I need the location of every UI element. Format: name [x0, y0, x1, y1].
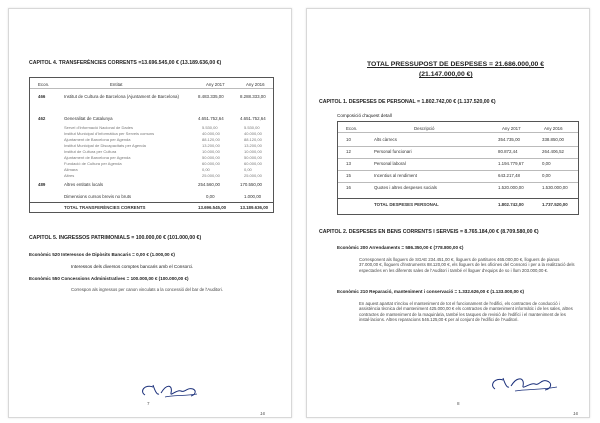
- table-row-y2017: 354.735,00: [498, 137, 520, 142]
- table-row-2017: 4.651.752,64: [198, 116, 224, 121]
- row-divider: [338, 170, 578, 171]
- sub-item-y2017: 40.000,00: [202, 131, 220, 136]
- sub-item-label: Ajuntament de Barcelona per Agenda: [64, 155, 131, 160]
- table-row-entitat: Generalitat de Catalunya: [64, 116, 113, 121]
- sub-item-label: Fundació de Cultura per Agenda: [64, 161, 122, 166]
- signature-image: [487, 371, 567, 395]
- table-row-econ: 466: [38, 94, 46, 99]
- table-row-desc: Personal laboral: [374, 161, 406, 166]
- page-number: 7: [147, 401, 150, 406]
- budget-title-prev: (21.147.000,00 €): [419, 71, 473, 78]
- table-row-desc: Alts càrrecs: [374, 137, 397, 142]
- sub-item-y2017: 13.200,00: [202, 143, 220, 148]
- econ550-heading: Econòmic 550 Concessions Administratives = 100.000,00 € (100.000,00 €): [29, 276, 189, 281]
- table-row-entitat: Institut de Cultura de Barcelona (Ajuntament de Barcelona): [64, 94, 179, 99]
- table-row-y2016: 0,00: [542, 161, 551, 166]
- corner-number: 16: [260, 411, 266, 416]
- chapter1-heading: CAPITOL 1. DESPESES DE PERSONAL = 1.802.742,00 € (1.137.520,00 €): [319, 99, 496, 105]
- transfers-table: [29, 77, 274, 213]
- row-divider: [338, 158, 578, 159]
- table-row-econ: 13: [346, 161, 351, 166]
- sub-item-y2017: 88.120,00: [202, 137, 220, 142]
- col-header-descripcio: Descripció: [414, 126, 435, 131]
- sub-item-y2016: 0,00: [244, 167, 252, 172]
- table-row-2017: 0,00: [206, 194, 215, 199]
- chapter2-heading: CAPITOL 2. DESPESES EN BENS CORRENTS I SERVEIS = 8.765.184,00 € (8.709.580,00 €): [319, 229, 539, 235]
- col-header-2016: Any 2016: [246, 82, 265, 87]
- corner-number: 16: [573, 411, 579, 416]
- budget-title: TOTAL PRESSUPOST DE DESPESES = 21.686.000,00 €: [367, 61, 544, 68]
- table-row-entitat: Dimensions cursos brevis no bruts: [64, 194, 132, 199]
- sub-item-y2016: 10.000,00: [244, 149, 262, 154]
- sub-item-y2017: 0,00: [202, 167, 210, 172]
- row-divider: [338, 182, 578, 183]
- col-header-econ: Econ.: [346, 126, 358, 131]
- total-2017: 13.696.545,00: [198, 205, 227, 210]
- econ520-note: Interessos dels diversos comptes bancaris amb el Consorci.: [71, 264, 194, 269]
- table-row-2016: 8.288.333,00: [240, 94, 266, 99]
- row-divider: [338, 146, 578, 147]
- sub-item-y2016: 40.000,00: [244, 131, 262, 136]
- table-row-entitat: Altres entitats locals: [64, 182, 104, 187]
- col-header-2016: Any 2016: [544, 126, 563, 131]
- personnel-table: [337, 121, 579, 215]
- sub-item-y2017: 5.530,00: [202, 125, 218, 130]
- table-row-y2016: 264.406,52: [542, 149, 564, 154]
- econ200-heading: Econòmic 200 Arrendaments = 586.350,00 € (778.800,00 €): [337, 245, 464, 250]
- sub-item-y2016: 60.000,00: [244, 161, 262, 166]
- table-row-econ: 15: [346, 173, 351, 178]
- table-row-econ: 16: [346, 185, 351, 190]
- total-2016: 1.737.520,00: [542, 202, 568, 207]
- table-row-y2016: 338.850,00: [542, 137, 564, 142]
- table-row-2016: 170.550,00: [240, 182, 262, 187]
- sub-item-label: Institut de Cultura per Cultura: [64, 149, 117, 154]
- sub-item-y2017: 10.000,00: [202, 149, 220, 154]
- sub-item-y2016: 50.000,00: [244, 155, 262, 160]
- table-row-econ: 10: [346, 137, 351, 142]
- econ210-text: En aquest apartat s'inclou el manteniment de tot el funcionament de l'edifici, els contractes de conducció i assistència tècnica del manteniment 425.000,00 € els contractes de manteniment informàtic i de les sales, altres contractes de manteniment de la maquinària, també les tasques de revisió de l'edifici i el manteniment de les instal·lacions. Altres reparacions 546.125,00 € per al conjunt de l'edifici de l'Auditori.: [359, 301, 573, 323]
- table-row-2016: 4.651.752,64: [240, 116, 266, 121]
- sub-item-label: Altres: [64, 173, 75, 178]
- table-row-y2017: 1.520.000,00: [498, 185, 524, 190]
- econ200-text: Corresponent als lloguers de SGAE 234.451,00 €, lloguers de partitures 465.000,00 €, lloguers de pianos 37.000,00 €, lloguers d'instruments 88.120,00 €, els lloguers de les oficines del Consorci i per a la realització dels espectacles en les diferents sales de l'Auditori i també el lloguer d'equips de so i llum 203.000,00 €.: [359, 257, 575, 273]
- chapter5-heading: CAPITOL 5. INGRESSOS PATRIMONIALS = 100.000,00 € (101.000,00 €): [29, 235, 202, 241]
- chapter4-heading: CAPITOL 4. TRANSFERÈNCIES CORRENTS =13.696.545,00 € (13.189.636,00 €): [29, 60, 222, 66]
- sub-item-y2016: 88.120,00: [244, 137, 262, 142]
- sub-item-y2017: 25.000,00: [202, 173, 220, 178]
- table-row-desc: Incentius al rendiment: [374, 173, 417, 178]
- econ520-heading: Econòmic 520 Interessos de Dipòsits Bancaris = 0,00 € (1.000,00 €): [29, 252, 175, 257]
- sub-item-label: Institut Municipal d'Informàtica per Serveis comuns: [64, 131, 155, 136]
- sub-item-y2016: 5.530,00: [244, 125, 260, 130]
- table-row-2017: 254.560,00: [198, 182, 220, 187]
- page-number: 8: [457, 401, 460, 406]
- table-row-y2017: 1.194.779,67: [498, 161, 524, 166]
- col-header-2017: Any 2017: [206, 82, 225, 87]
- sub-item-y2017: 50.000,00: [202, 155, 220, 160]
- col-header-entitat: Entitat: [110, 82, 123, 87]
- sub-item-y2016: 13.200,00: [244, 143, 262, 148]
- col-header-econ: Econ.: [38, 82, 50, 87]
- chapter1-sub: Composició d'aquest detall: [337, 113, 392, 118]
- sub-item-label: Institut Municipal de Discapacitats per Agenda: [64, 143, 146, 148]
- sub-item-y2016: 25.000,00: [244, 173, 262, 178]
- total-label: TOTAL DESPESES PERSONAL: [374, 202, 439, 207]
- sub-item-label: Ajuntament de Barcelona per Agenda: [64, 137, 131, 142]
- total-2016: 13.189.636,00: [240, 205, 269, 210]
- table-row-y2016: 0,00: [542, 173, 551, 178]
- total-2017: 1.802.742,00: [498, 202, 524, 207]
- sub-item-label: Alimara: [64, 167, 78, 172]
- total-label: TOTAL TRANSFERÈNCIES CORRENTS: [64, 205, 146, 210]
- table-row-y2016: 1.530.000,00: [542, 185, 568, 190]
- table-row-econ: 12: [346, 149, 351, 154]
- document-page-left: [8, 8, 292, 418]
- table-row-y2017: 80.872,44: [498, 149, 518, 154]
- table-row-desc: Quotes i altres despeses socials: [374, 185, 437, 190]
- table-row-2016: 1.000,00: [244, 194, 262, 199]
- table-row-y2017: 643.217,48: [498, 173, 520, 178]
- sub-item-label: Servei d'Informació Nacional de Dades: [64, 125, 134, 130]
- signature-image: [135, 379, 205, 401]
- table-row-desc: Personal funcionari: [374, 149, 412, 154]
- econ550-note: Correspon als ingressos per canon vinculats a la concessió del bar de l'Auditori.: [71, 287, 224, 292]
- document-page-right: [306, 8, 590, 418]
- econ210-heading: Econòmic 210 Reparació, manteniment i conservació = 1.332.626,00 € (1.133.000,00 €): [337, 289, 525, 294]
- col-header-2017: Any 2017: [502, 126, 521, 131]
- sub-item-y2017: 60.000,00: [202, 161, 220, 166]
- table-row-econ: 462: [38, 116, 46, 121]
- table-row-2017: 8.483.335,00: [198, 94, 224, 99]
- table-row-econ: 489: [38, 182, 46, 187]
